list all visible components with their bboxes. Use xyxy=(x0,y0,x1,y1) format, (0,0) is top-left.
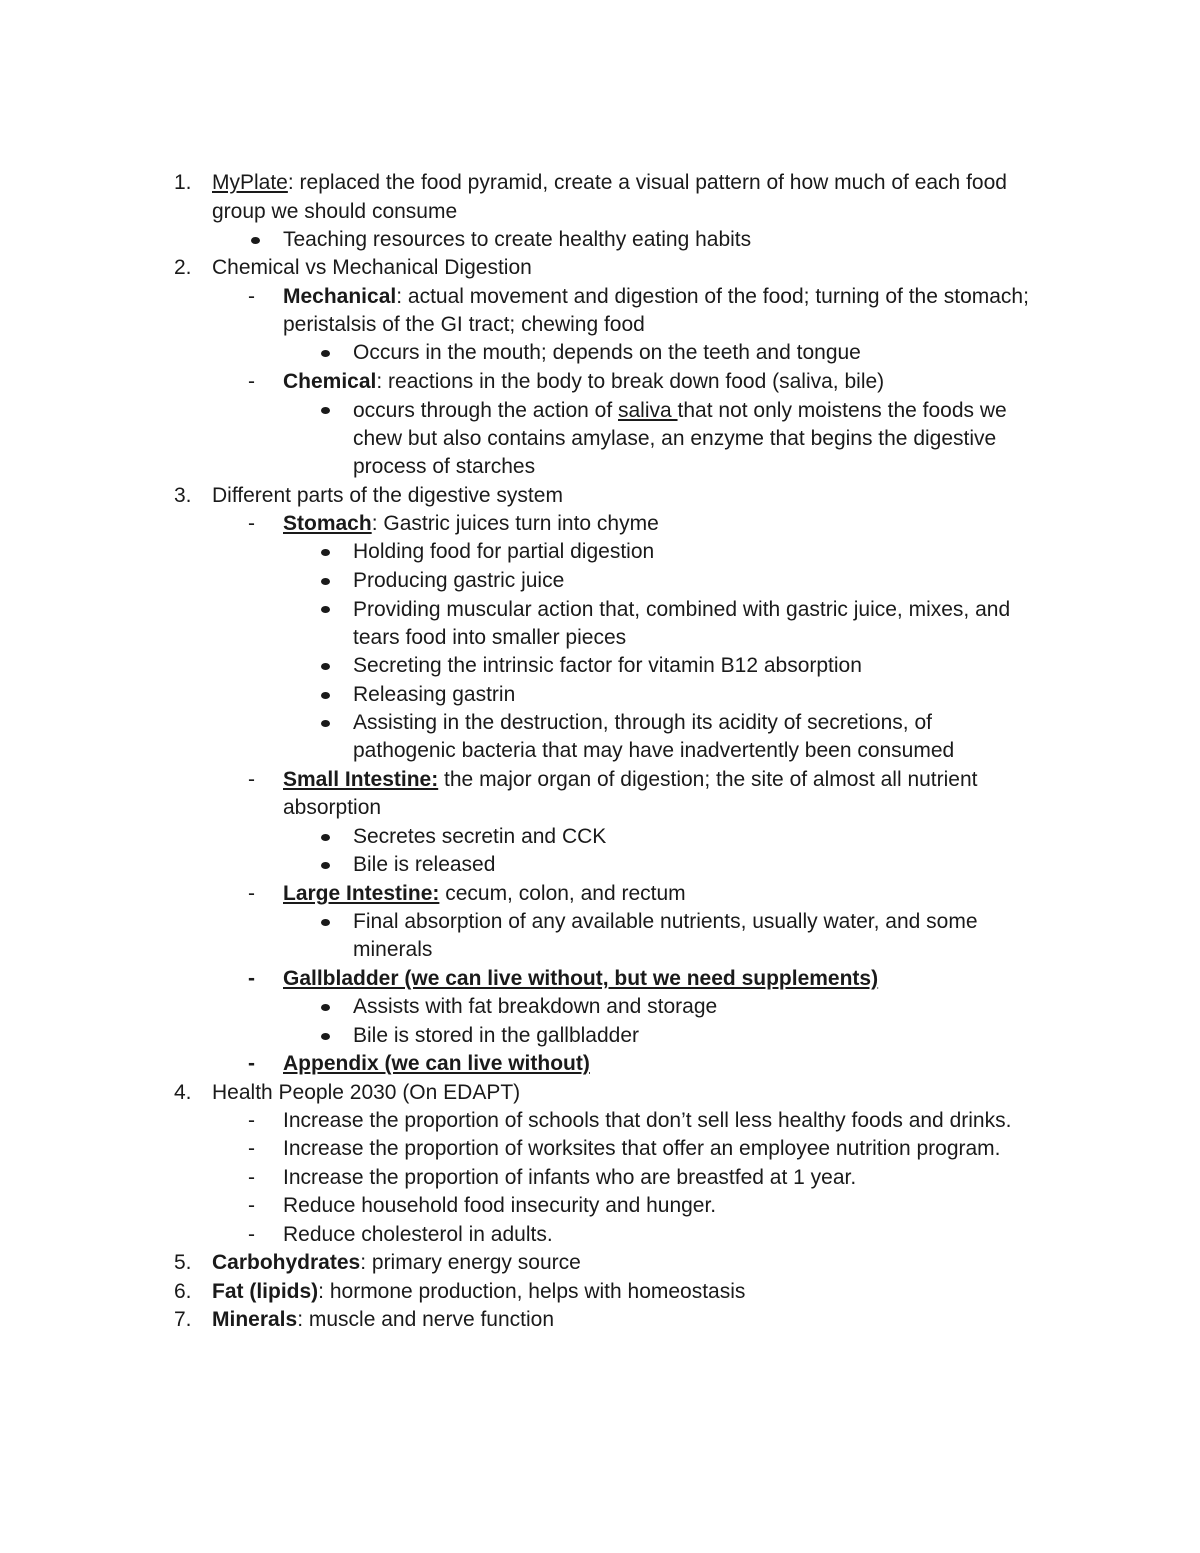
saliva-link[interactable]: saliva xyxy=(618,399,678,422)
list-item-title: Health People 2030 (On EDAPT) xyxy=(212,1081,521,1104)
bullet-icon xyxy=(321,549,330,556)
list-number: 5. xyxy=(174,1251,192,1274)
list-number: 3. xyxy=(174,484,192,507)
bullet-icon xyxy=(321,606,330,613)
list-number: 1. xyxy=(174,171,192,194)
term-minerals: Minerals xyxy=(212,1308,298,1331)
term-fat: Fat (lipids) xyxy=(212,1280,319,1303)
bullet-icon xyxy=(321,350,330,357)
dash-marker: - xyxy=(248,285,255,308)
bullet-icon xyxy=(321,862,330,869)
sub-item-text: Increase the proportion of infants who are breastfed at 1 year. xyxy=(283,1166,857,1189)
dash-marker: - xyxy=(248,1109,255,1132)
bullet-icon xyxy=(321,407,330,414)
sub-item-text: : reactions in the body to break down food (saliva, bile) xyxy=(376,370,885,393)
dash-marker: - xyxy=(248,882,255,905)
bullet-text-part: occurs through the action of xyxy=(353,399,618,422)
sub-item-text-continued: absorption xyxy=(283,796,382,819)
sub-item xyxy=(283,882,686,906)
term-gallbladder: Gallbladder (we can live without, but we need supplements) xyxy=(283,967,879,990)
dash-marker: - xyxy=(248,1166,255,1189)
bullet-text: Producing gastric juice xyxy=(353,569,565,592)
term-appendix: Appendix (we can live without) xyxy=(283,1052,590,1075)
sub-item xyxy=(283,512,659,536)
bullet-text: Occurs in the mouth; depends on the teeth and tongue xyxy=(353,341,861,364)
bullet-icon xyxy=(321,1004,330,1011)
dash-marker: - xyxy=(248,1052,255,1075)
bullet-text-part: that not only moistens the foods we xyxy=(677,399,1007,422)
sub-item-text-continued: peristalsis of the GI tract; chewing food xyxy=(283,313,645,336)
term-myplate: MyPlate xyxy=(212,171,288,194)
sub-item xyxy=(283,768,978,792)
bullet-icon xyxy=(321,663,330,670)
item-text: : hormone production, helps with homeostasis xyxy=(318,1280,746,1303)
term-chemical: Chemical xyxy=(283,370,377,393)
bullet-icon xyxy=(321,578,330,585)
bullet-text xyxy=(353,399,1007,423)
dash-marker: - xyxy=(248,512,255,535)
list-item xyxy=(212,171,1007,195)
item-text: : replaced the food pyramid, create a visual pattern of how much of each food xyxy=(287,171,1007,194)
sub-item-text: cecum, colon, and rectum xyxy=(439,882,686,905)
bullet-text: Bile is released xyxy=(353,853,496,876)
sub-item xyxy=(283,370,884,394)
dash-marker: - xyxy=(248,967,255,990)
term-stomach: Stomach xyxy=(283,512,372,535)
dash-marker: - xyxy=(248,1194,255,1217)
bullet-text: Bile is stored in the gallbladder xyxy=(353,1024,640,1047)
list-number: 7. xyxy=(174,1308,192,1331)
sub-item-text: Increase the proportion of worksites that offer an employee nutrition program. xyxy=(283,1137,1001,1160)
term-carbohydrates: Carbohydrates xyxy=(212,1251,361,1274)
sub-item-text: : Gastric juices turn into chyme xyxy=(371,512,659,535)
bullet-text: Secreting the intrinsic factor for vitamin B12 absorption xyxy=(353,654,862,677)
dash-marker: - xyxy=(248,370,255,393)
dash-marker: - xyxy=(248,1223,255,1246)
sub-item-text: : actual movement and digestion of the food; turning of the stomach; xyxy=(396,285,1029,308)
bullet-text-continued: tears food into smaller pieces xyxy=(353,626,627,649)
list-item xyxy=(212,1280,745,1304)
bullet-icon xyxy=(321,1033,330,1040)
sub-item xyxy=(283,285,1029,309)
bullet-text: Assists with fat breakdown and storage xyxy=(353,995,718,1018)
list-item-title: Chemical vs Mechanical Digestion xyxy=(212,256,532,279)
item-text-continued: group we should consume xyxy=(212,200,458,223)
bullet-icon xyxy=(321,692,330,699)
sub-item-text: Reduce cholesterol in adults. xyxy=(283,1223,553,1246)
term-mechanical: Mechanical xyxy=(283,285,397,308)
bullet-icon xyxy=(321,919,330,926)
bullet-text: Providing muscular action that, combined with gastric juice, mixes, and xyxy=(353,598,1011,621)
bullet-text-continued: chew but also contains amylase, an enzyme that begins the digestive xyxy=(353,427,997,450)
list-number: 6. xyxy=(174,1280,192,1303)
dash-marker: - xyxy=(248,1137,255,1160)
bullet-text-continued: process of starches xyxy=(353,455,536,478)
bullet-icon xyxy=(251,237,260,244)
sub-item-text: the major organ of digestion; the site of almost all nutrient xyxy=(438,768,978,791)
bullet-text: Assisting in the destruction, through its acidity of secretions, of xyxy=(353,711,932,734)
list-item xyxy=(212,1251,581,1275)
bullet-text: Final absorption of any available nutrients, usually water, and some xyxy=(353,910,978,933)
bullet-text: Secretes secretin and CCK xyxy=(353,825,607,848)
dash-marker: - xyxy=(248,768,255,791)
list-item xyxy=(212,1308,554,1332)
sub-item-text: Reduce household food insecurity and hunger. xyxy=(283,1194,717,1217)
list-item-title: Different parts of the digestive system xyxy=(212,484,563,507)
list-number: 4. xyxy=(174,1081,192,1104)
item-text: : primary energy source xyxy=(360,1251,581,1274)
bullet-text: Releasing gastrin xyxy=(353,683,516,706)
term-small-intestine: Small Intestine: xyxy=(283,768,439,791)
bullet-icon xyxy=(321,834,330,841)
item-text: : muscle and nerve function xyxy=(297,1308,555,1331)
sub-item-text: Increase the proportion of schools that don’t sell less healthy foods and drinks. xyxy=(283,1109,1012,1132)
bullet-text: Teaching resources to create healthy eating habits xyxy=(283,228,752,251)
bullet-icon xyxy=(321,720,330,727)
list-number: 2. xyxy=(174,256,192,279)
bullet-text-continued: pathogenic bacteria that may have inadvertently been consumed xyxy=(353,739,955,762)
bullet-text: Holding food for partial digestion xyxy=(353,540,655,563)
bullet-text-continued: minerals xyxy=(353,938,433,961)
term-large-intestine: Large Intestine: xyxy=(283,882,440,905)
